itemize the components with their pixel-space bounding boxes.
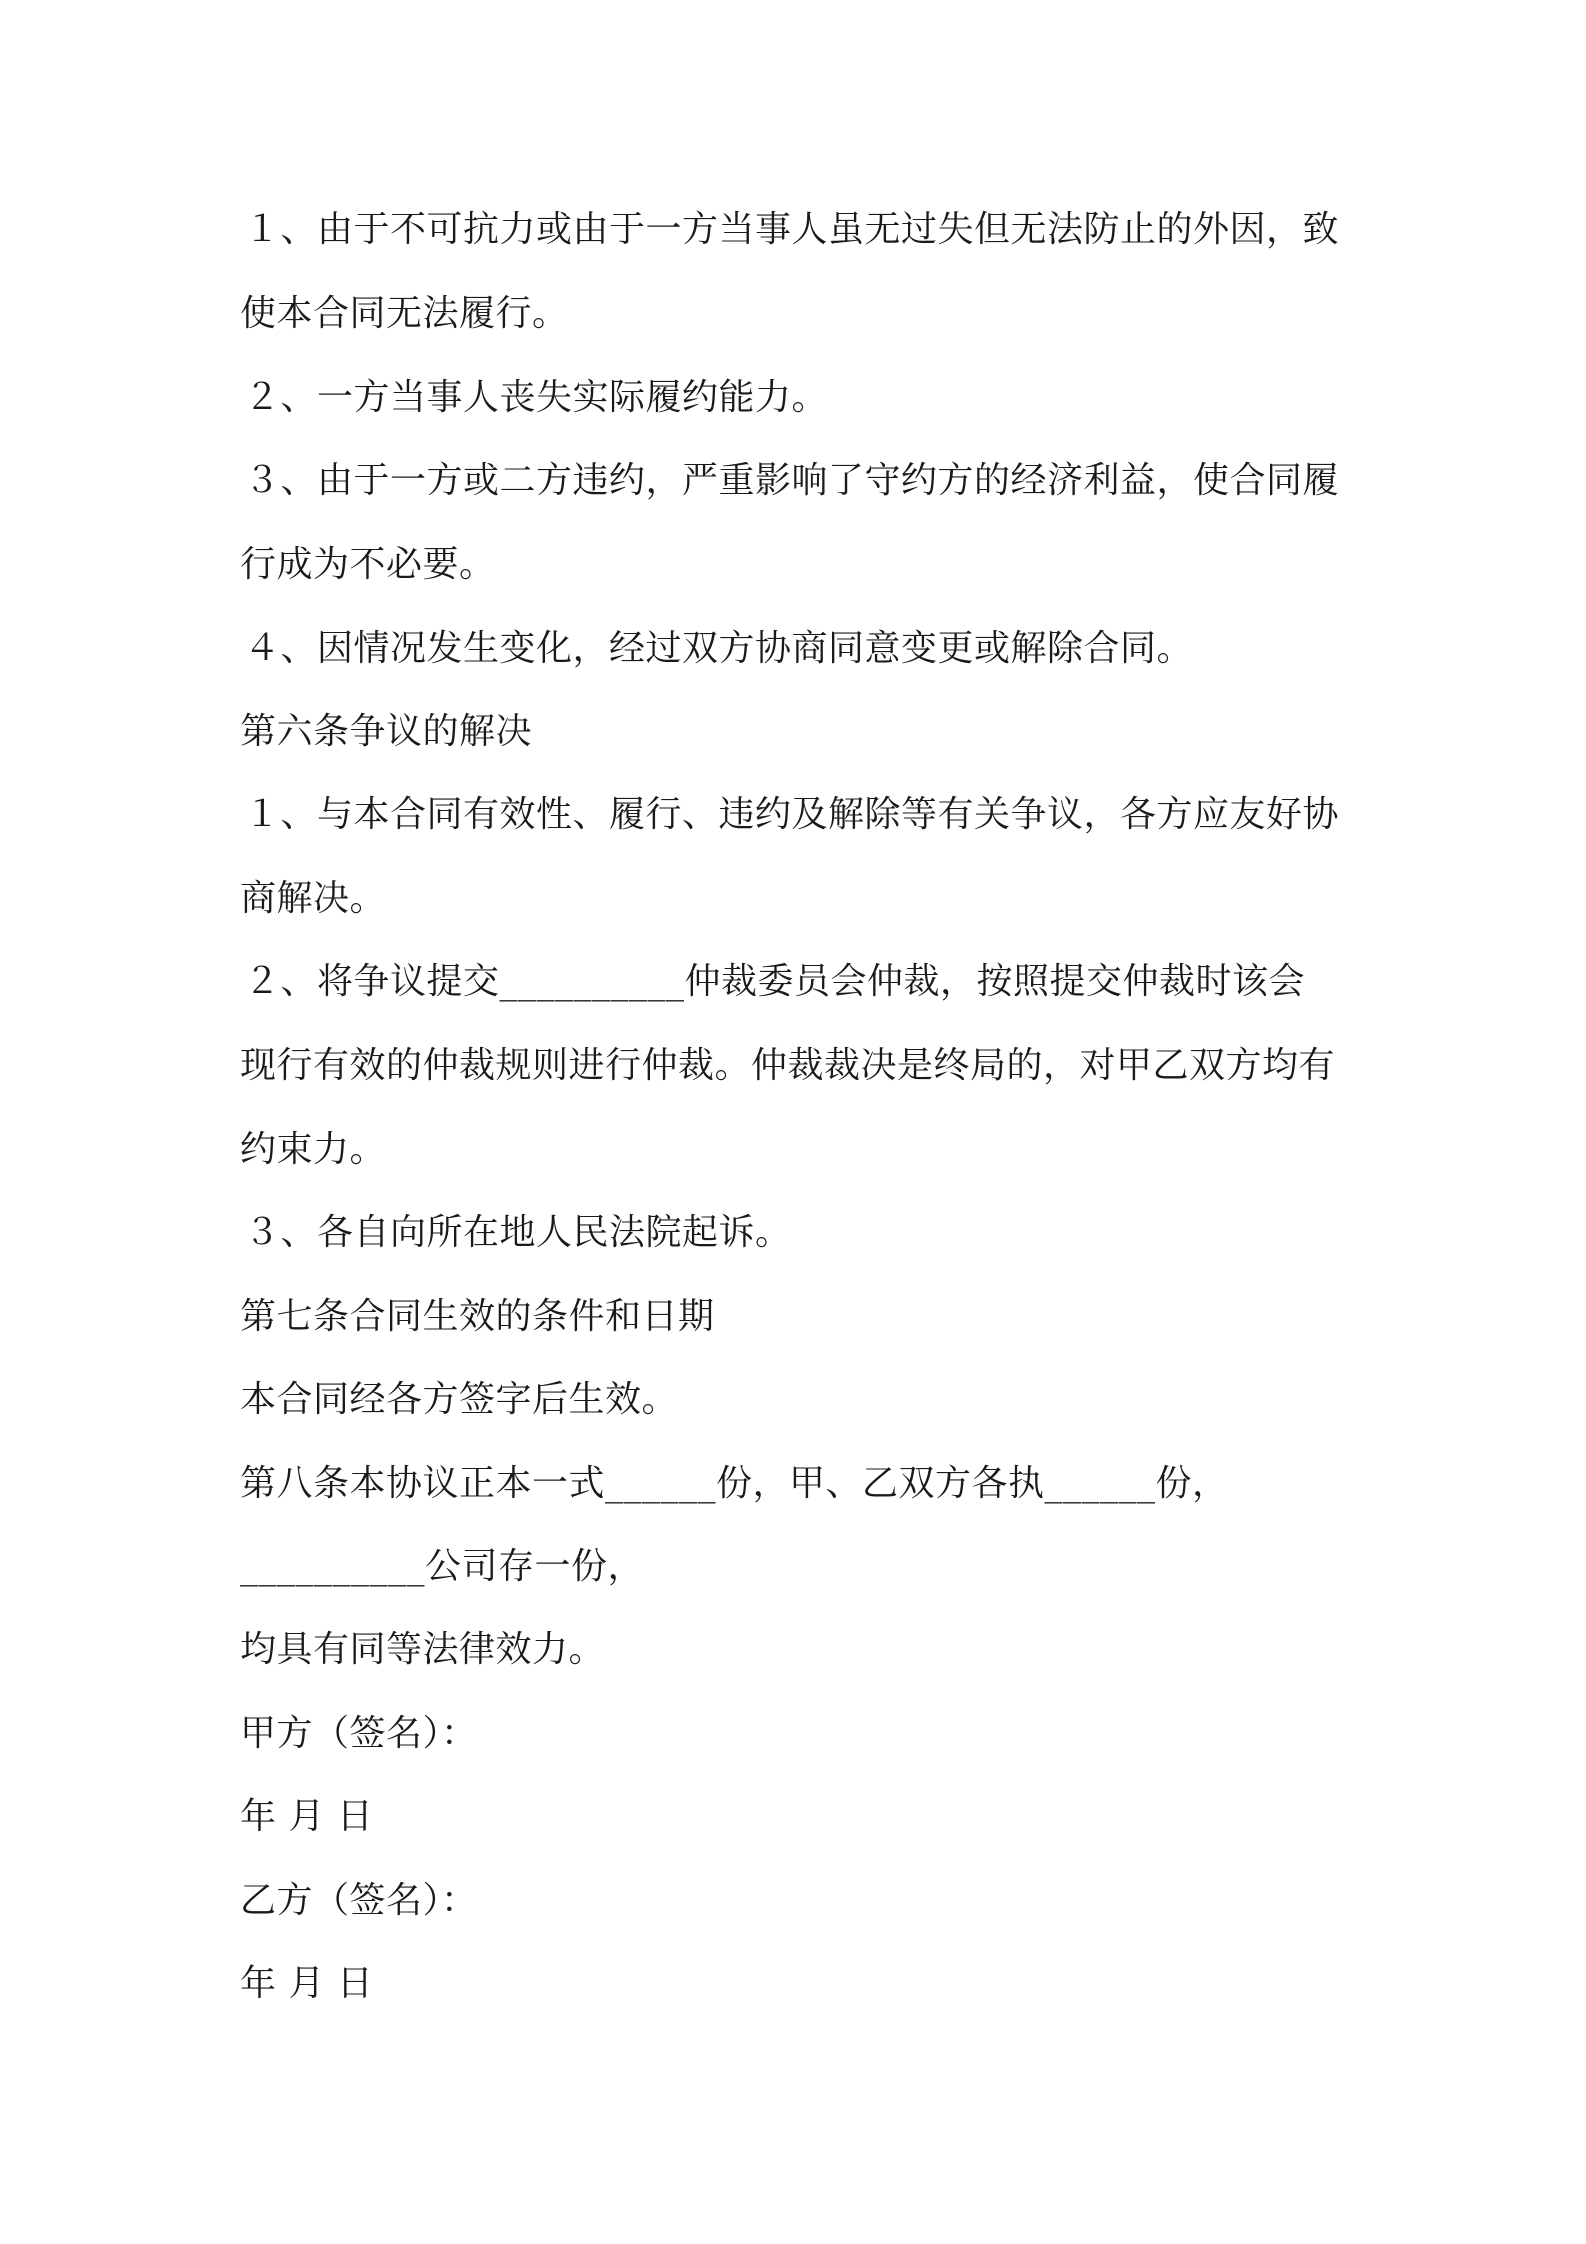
clause-8-line-2: __________公司存一份，	[240, 1546, 645, 1587]
clause-5-item-4: ４、因情况发生变化，经过双方协商同意变更或解除合同。	[244, 628, 1194, 669]
clause-5-item-1-line-1: １、由于不可抗力或由于一方当事人虽无过失但无法防止的外因，致	[244, 209, 1340, 250]
clause-7-heading: 第七条合同生效的条件和日期	[240, 1296, 715, 1337]
clause-6-item-1-line-1: １、与本合同有效性、履行、违约及解除等有关争议，各方应友好协	[244, 794, 1340, 835]
party-b-date: 年 月 日	[240, 1963, 374, 2004]
clause-5-item-3-line-2: 行成为不必要。	[240, 544, 496, 585]
clause-7-text: 本合同经各方签字后生效。	[240, 1379, 679, 1420]
clause-5-item-3-line-1: ３、由于一方或二方违约，严重影响了守约方的经济利益，使合同履	[244, 460, 1340, 501]
party-b-signature-label: 乙方（签名）：	[240, 1880, 478, 1921]
clause-8-line-1: 第八条本协议正本一式______份，甲、乙双方各执______份，	[240, 1463, 1229, 1504]
clause-5-item-2: ２、一方当事人丧失实际履约能力。	[244, 377, 829, 418]
clause-5-item-1-line-2: 使本合同无法履行。	[240, 293, 569, 334]
clause-6-item-2-line-1: ２、将争议提交__________仲裁委员会仲裁，按照提交仲裁时该会	[244, 961, 1306, 1002]
clause-6-item-2-line-2: 现行有效的仲裁规则进行仲裁。仲裁裁决是终局的，对甲乙双方均有	[240, 1045, 1336, 1086]
clause-6-item-3: ３、各自向所在地人民法院起诉。	[244, 1212, 792, 1253]
party-a-signature-label: 甲方（签名）：	[240, 1713, 478, 1754]
clause-8-line-3: 均具有同等法律效力。	[240, 1629, 606, 1670]
party-a-date: 年 月 日	[240, 1796, 374, 1837]
clause-6-heading: 第六条争议的解决	[240, 711, 533, 752]
clause-6-item-2-line-3: 约束力。	[240, 1129, 387, 1170]
clause-6-item-1-line-2: 商解决。	[240, 878, 387, 919]
